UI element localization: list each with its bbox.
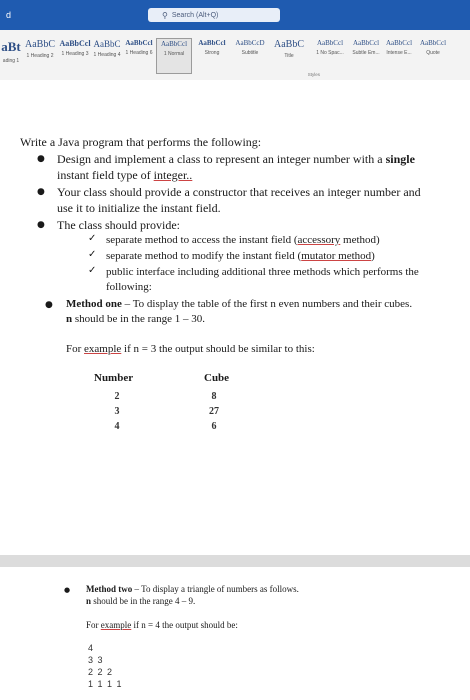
style-sample: AaBbCcl: [316, 39, 344, 47]
bullet4-line2: n should be in the range 1 – 30.: [66, 313, 206, 325]
app-letter: d: [6, 10, 12, 20]
triangle-line: 3 3: [88, 655, 104, 665]
example2-line: For example if n = 4 the output should be:: [86, 620, 238, 630]
style-name: 1 Heading 2: [26, 53, 54, 59]
bullet-icon: ●: [37, 187, 45, 197]
style-name: Strong: [204, 50, 220, 56]
style-sample: AaBbCcl: [59, 39, 91, 48]
search-box[interactable]: [148, 8, 280, 22]
style-sample: AaBbC: [93, 39, 121, 49]
bullet2-line2: use it to initialize the instant field.: [57, 201, 221, 215]
style-name: 1 Heading 6: [125, 50, 153, 56]
bullet4-line1: Method one – To display the table of the first n even numbers and their cubes.: [66, 298, 413, 310]
table-cell-cube: 8: [211, 391, 217, 402]
style-sample: AaBbCcl: [160, 40, 188, 48]
style-name: 1 Heading 4: [93, 52, 121, 58]
style-name: Quote: [426, 50, 440, 56]
triangle-line: 2 2 2: [88, 667, 114, 677]
style-sample: AaBbC: [25, 39, 55, 50]
styles-group-label: Styles: [307, 72, 320, 77]
table-cell-cube: 6: [211, 421, 217, 432]
table-header-number: Number: [94, 372, 134, 384]
table-cell-number: 2: [114, 391, 120, 402]
style-name: Intense E...: [386, 50, 412, 56]
style-sample: AaBbCcl: [125, 39, 153, 47]
style-name: ading 1: [2, 58, 20, 64]
bullet-icon: ●: [45, 300, 53, 310]
style-sample: aBt: [1, 39, 21, 54]
style-sample: AaBbCcD: [235, 39, 265, 47]
bullet5-line2: n should be in the range 4 – 9.: [86, 596, 196, 606]
bullet2-line1: Your class should provide a constructor that receives an integer number and: [57, 185, 421, 199]
bullet1-line1: Design and implement a class to represent an integer number with a single: [57, 152, 415, 166]
bullet-icon: ●: [64, 586, 71, 594]
bullet-icon: ●: [37, 220, 45, 230]
check1-line: separate method to access the instant field (accessory method): [106, 234, 380, 246]
style-name: 1 Heading 3: [61, 51, 89, 57]
checkmark-icon: ✓: [88, 249, 97, 260]
search-icon: ⚲: [162, 10, 168, 20]
style-tile-5[interactable]: [156, 38, 192, 74]
check2-line: separate method to modify the instant field (mutator method): [106, 250, 375, 262]
table-header-cube: Cube: [204, 372, 230, 384]
bullet1-line2: instant field type of integer..: [57, 168, 193, 182]
style-tile-10[interactable]: [350, 38, 382, 74]
triangle-line: 4: [88, 643, 95, 653]
example1-line: For example if n = 3 the output should be similar to this:: [66, 343, 315, 355]
style-sample: AaBbCcl: [198, 39, 226, 47]
table-cell-number: 4: [114, 421, 120, 432]
style-tile-0[interactable]: [0, 38, 22, 74]
style-name: 1 No Spac...: [316, 50, 344, 56]
title-bar: [0, 0, 470, 30]
style-tile-1[interactable]: [22, 38, 58, 74]
style-tile-8[interactable]: [268, 38, 310, 74]
style-name: Subtle Em...: [352, 50, 380, 56]
document-page[interactable]: [0, 80, 470, 700]
style-tile-12[interactable]: [416, 38, 450, 74]
page-break: [0, 555, 470, 567]
style-tile-6[interactable]: [192, 38, 232, 74]
ribbon: [0, 30, 470, 81]
intro-line: Write a Java program that performs the following:: [20, 135, 262, 149]
style-tile-2[interactable]: [58, 38, 92, 74]
table-cell-cube: 27: [209, 406, 219, 417]
checkmark-icon: ✓: [88, 265, 97, 276]
styles-gallery: [0, 38, 470, 74]
search-placeholder: Search (Alt+Q): [171, 11, 219, 19]
bullet-icon: ●: [37, 154, 45, 164]
style-sample: AaBbC: [274, 39, 304, 50]
style-tile-11[interactable]: [382, 38, 416, 74]
style-sample: AaBbCcl: [352, 39, 380, 47]
style-sample: AaBbCcl: [419, 39, 447, 47]
bullet3-line1: The class should provide:: [57, 218, 180, 232]
style-tile-4[interactable]: [122, 38, 156, 74]
style-tile-3[interactable]: [92, 38, 122, 74]
check3-line1: public interface including additional three methods which performs the: [106, 266, 419, 278]
style-name: 1 Normal: [163, 51, 185, 57]
style-tile-9[interactable]: [310, 38, 350, 74]
table-cell-number: 3: [114, 406, 120, 417]
check3-line2: following:: [106, 281, 152, 293]
triangle-line: 1 1 1 1: [88, 679, 123, 689]
style-name: Title: [284, 53, 294, 59]
style-sample: AaBbCcl: [385, 39, 413, 47]
style-name: Subtitle: [241, 50, 259, 56]
bullet5-line1: Method two – To display a triangle of numbers as follows.: [86, 584, 299, 594]
style-tile-7[interactable]: [232, 38, 268, 74]
checkmark-icon: ✓: [88, 233, 97, 244]
